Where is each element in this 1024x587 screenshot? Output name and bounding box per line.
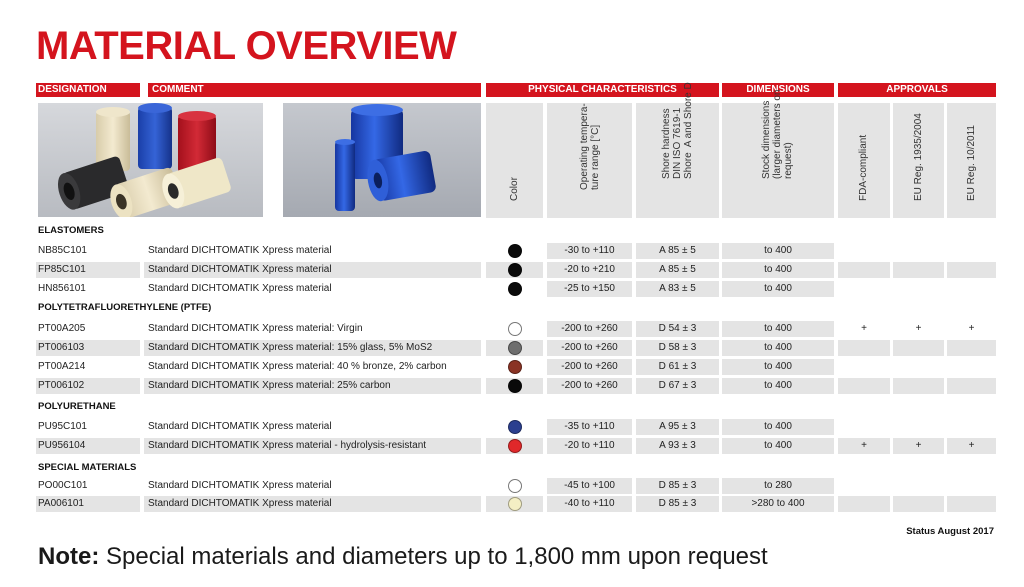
cell-temp: -35 to +110 bbox=[547, 419, 632, 435]
cell-color bbox=[486, 438, 543, 454]
cell-eu1935 bbox=[893, 419, 944, 435]
cell-eu10 bbox=[947, 281, 996, 297]
cell-comment: Standard DICHTOMATIK Xpress material bbox=[144, 262, 481, 278]
table-row bbox=[0, 378, 1024, 394]
cell-designation: FP85C101 bbox=[36, 262, 140, 278]
cell-eu10 bbox=[947, 496, 996, 512]
color-swatch bbox=[508, 360, 522, 374]
cell-eu10 bbox=[947, 340, 996, 356]
cell-hardness: D 58 ± 3 bbox=[636, 340, 719, 356]
cell-fda bbox=[838, 281, 890, 297]
cell-fda bbox=[838, 359, 890, 375]
cell-stock: to 400 bbox=[722, 419, 834, 435]
table-row bbox=[0, 419, 1024, 435]
table-row bbox=[0, 340, 1024, 356]
cell-fda bbox=[838, 262, 890, 278]
cell-stock: to 400 bbox=[722, 321, 834, 337]
stock-column-label: Stock dimensions (larger diameters on request) bbox=[761, 89, 794, 179]
cell-designation: PT00A214 bbox=[38, 361, 86, 372]
table-row bbox=[0, 281, 1024, 297]
cell-eu10: + bbox=[968, 323, 975, 334]
cell-eu10 bbox=[947, 243, 996, 259]
cell-eu1935 bbox=[893, 478, 944, 494]
header-physical: PHYSICAL CHARACTERISTICS bbox=[486, 83, 719, 97]
eu1935-column-label: EU Reg. 1935/2004 bbox=[912, 113, 924, 201]
table-row bbox=[0, 359, 1024, 375]
cell-stock: to 400 bbox=[722, 281, 834, 297]
color-swatch bbox=[508, 420, 522, 434]
cell-color bbox=[486, 321, 543, 337]
cell-stock: to 400 bbox=[722, 243, 834, 259]
eu10-column-label: EU Reg. 10/2011 bbox=[965, 125, 977, 201]
cell-temp: -200 to +260 bbox=[547, 359, 632, 375]
cell-eu1935 bbox=[893, 243, 944, 259]
cell-color bbox=[486, 359, 543, 375]
cell-comment: Standard DICHTOMATIK Xpress material bbox=[144, 496, 481, 512]
cell-temp: -20 to +110 bbox=[547, 438, 632, 454]
cell-temp: -200 to +260 bbox=[547, 321, 632, 337]
cell-hardness: D 67 ± 3 bbox=[636, 378, 719, 394]
product-photo-blue-parts bbox=[283, 103, 481, 217]
cell-eu1935 bbox=[893, 378, 944, 394]
cell-eu1935 bbox=[893, 262, 944, 278]
cell-comment: Standard DICHTOMATIK Xpress material bbox=[148, 245, 332, 256]
cell-hardness: A 83 ± 5 bbox=[636, 281, 719, 297]
cell-fda bbox=[838, 378, 890, 394]
cell-designation: NB85C101 bbox=[38, 245, 87, 256]
header-designation: DESIGNATION bbox=[36, 83, 140, 97]
table-row bbox=[0, 478, 1024, 494]
cell-hardness: D 61 ± 3 bbox=[636, 359, 719, 375]
cell-fda bbox=[838, 478, 890, 494]
hardness-column-label: Shore hardness DIN ISO 7619-1 Shore A and Shore D bbox=[660, 82, 694, 179]
cell-hardness: D 54 ± 3 bbox=[636, 321, 719, 337]
cell-stock: to 400 bbox=[722, 340, 834, 356]
cell-eu1935 bbox=[893, 359, 944, 375]
header-dimensions: DIMENSIONS bbox=[722, 83, 834, 97]
fda-column-label: FDA-compliant bbox=[858, 134, 869, 201]
cell-fda bbox=[838, 419, 890, 435]
cell-temp: -200 to +260 bbox=[547, 340, 632, 356]
note-label: Note: bbox=[38, 543, 100, 570]
cell-fda: + bbox=[861, 323, 867, 334]
cell-color bbox=[486, 378, 543, 394]
cell-eu10 bbox=[947, 419, 996, 435]
column-header-hardness bbox=[636, 82, 719, 218]
table-row bbox=[0, 496, 1024, 512]
cell-eu10 bbox=[947, 478, 996, 494]
color-swatch bbox=[508, 244, 522, 258]
column-header-color bbox=[486, 103, 543, 218]
cell-stock: to 400 bbox=[722, 378, 834, 394]
cell-designation: PU956104 bbox=[36, 438, 140, 454]
cell-eu1935 bbox=[893, 340, 944, 356]
cell-stock: to 400 bbox=[722, 438, 834, 454]
cell-fda bbox=[838, 340, 890, 356]
cell-color bbox=[486, 243, 543, 259]
cell-hardness: A 93 ± 3 bbox=[636, 438, 719, 454]
note-text: Special materials and diameters up to 1,800 mm upon request bbox=[99, 543, 768, 570]
page-title: MATERIAL OVERVIEW bbox=[36, 24, 457, 68]
cell-eu1935 bbox=[893, 496, 944, 512]
cell-comment: Standard DICHTOMATIK Xpress material: 15% glass, 5% MoS2 bbox=[144, 340, 481, 356]
color-swatch bbox=[508, 282, 522, 296]
column-header-fda bbox=[838, 103, 890, 218]
cell-hardness: D 85 ± 3 bbox=[636, 478, 719, 494]
table-row bbox=[0, 321, 1024, 337]
header-approvals: APPROVALS bbox=[838, 83, 996, 97]
cell-stock: to 280 bbox=[722, 478, 834, 494]
cell-comment: Standard DICHTOMATIK Xpress material bbox=[148, 283, 332, 294]
cell-designation: PO00C101 bbox=[38, 480, 88, 491]
cell-fda bbox=[838, 496, 890, 512]
product-photo-cylinders bbox=[38, 103, 263, 217]
cell-comment: Standard DICHTOMATIK Xpress material: 40 % bronze, 2% carbon bbox=[148, 361, 447, 372]
header-comment: COMMENT bbox=[148, 83, 481, 97]
cell-fda bbox=[838, 243, 890, 259]
cell-designation: PT00A205 bbox=[38, 323, 86, 334]
cell-hardness: A 95 ± 3 bbox=[636, 419, 719, 435]
cell-color bbox=[486, 262, 543, 278]
cell-fda: + bbox=[838, 438, 890, 454]
color-swatch bbox=[508, 263, 522, 277]
cell-hardness: D 85 ± 3 bbox=[636, 496, 719, 512]
cell-temp: -25 to +150 bbox=[547, 281, 632, 297]
cell-stock: to 400 bbox=[722, 359, 834, 375]
cell-comment: Standard DICHTOMATIK Xpress material: 25% carbon bbox=[144, 378, 481, 394]
cell-comment: Standard DICHTOMATIK Xpress material bbox=[148, 421, 332, 432]
cell-eu10 bbox=[947, 359, 996, 375]
cell-designation: PA006101 bbox=[36, 496, 140, 512]
cell-comment: Standard DICHTOMATIK Xpress material - hydrolysis-resistant bbox=[144, 438, 481, 454]
color-swatch bbox=[508, 497, 522, 511]
cell-color bbox=[486, 281, 543, 297]
footer-note bbox=[38, 543, 768, 571]
column-header-temperature bbox=[547, 103, 632, 218]
cell-stock: >280 to 400 bbox=[722, 496, 834, 512]
cell-color bbox=[486, 496, 543, 512]
color-swatch bbox=[508, 439, 522, 453]
cell-temp: -20 to +210 bbox=[547, 262, 632, 278]
cell-eu10 bbox=[947, 262, 996, 278]
cell-stock: to 400 bbox=[722, 262, 834, 278]
column-header-eu10 bbox=[947, 103, 996, 218]
color-swatch bbox=[508, 341, 522, 355]
cell-eu1935: + bbox=[893, 438, 944, 454]
cell-color bbox=[486, 478, 543, 494]
cell-eu10: + bbox=[947, 438, 996, 454]
cell-color bbox=[486, 419, 543, 435]
cell-hardness: A 85 ± 5 bbox=[636, 243, 719, 259]
column-header-stock bbox=[722, 89, 834, 218]
cell-designation: PT006102 bbox=[36, 378, 140, 394]
cell-temp: -30 to +110 bbox=[547, 243, 632, 259]
cell-temp: -45 to +100 bbox=[547, 478, 632, 494]
color-swatch bbox=[508, 322, 522, 336]
table-row bbox=[0, 243, 1024, 259]
section-heading: POLYURETHANE bbox=[38, 401, 116, 412]
table-row bbox=[0, 438, 1024, 454]
cell-designation: PT006103 bbox=[36, 340, 140, 356]
color-swatch bbox=[508, 479, 522, 493]
cell-eu1935 bbox=[893, 281, 944, 297]
cell-designation: PU95C101 bbox=[38, 421, 87, 432]
status-date: Status August 2017 bbox=[906, 526, 994, 537]
cell-color bbox=[486, 340, 543, 356]
cell-hardness: A 85 ± 5 bbox=[636, 262, 719, 278]
cell-temp: -200 to +260 bbox=[547, 378, 632, 394]
section-heading: POLYTETRAFLUORETHYLENE (PTFE) bbox=[38, 302, 212, 313]
cell-comment: Standard DICHTOMATIK Xpress material bbox=[148, 480, 332, 491]
column-header-eu1935 bbox=[893, 103, 944, 218]
section-heading: ELASTOMERS bbox=[38, 225, 104, 236]
table-row bbox=[0, 262, 1024, 278]
cell-comment: Standard DICHTOMATIK Xpress material: Virgin bbox=[148, 323, 363, 334]
color-column-label: Color bbox=[508, 177, 520, 201]
color-swatch bbox=[508, 379, 522, 393]
section-heading: SPECIAL MATERIALS bbox=[38, 462, 137, 473]
cell-temp: -40 to +110 bbox=[547, 496, 632, 512]
temperature-column-label: Operating tempera- ture range [°C] bbox=[578, 103, 601, 190]
cell-designation: HN856101 bbox=[38, 283, 86, 294]
cell-eu10 bbox=[947, 378, 996, 394]
cell-eu1935: + bbox=[915, 323, 922, 334]
